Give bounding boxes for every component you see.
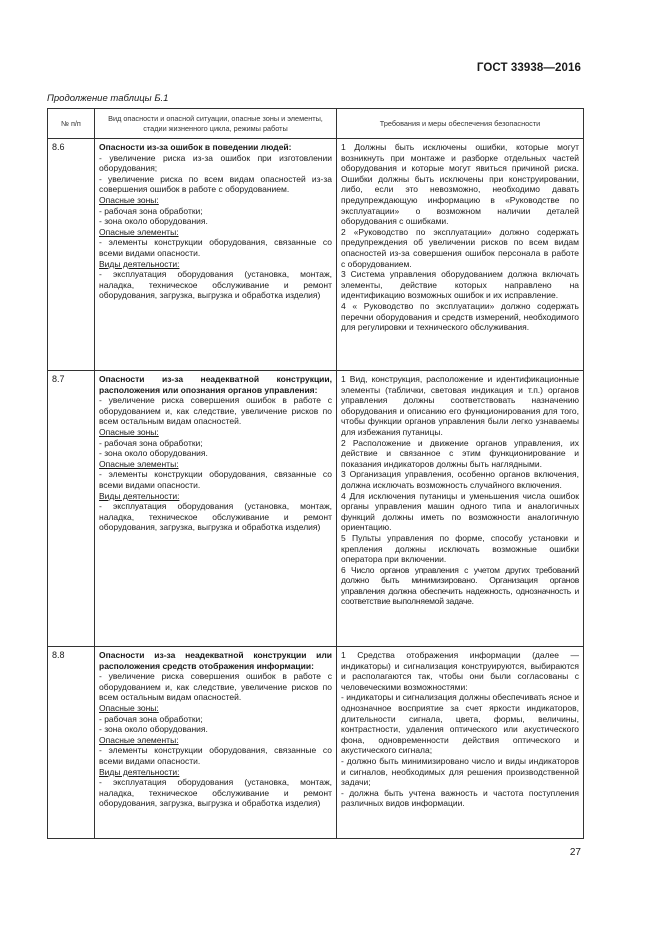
measure-item: 4 Для исключения путаницы и уменьшения числа ошибок органы управления машин одного типа и аналогичных функций должны иметь по возможности аналогичную ориентацию. [341, 490, 579, 533]
hazard-cell [95, 139, 337, 371]
element-item: - элементы конструкции оборудования, связанные со всеми видами опасности. [99, 237, 332, 258]
zones-label: Опасные зоны: [99, 702, 159, 713]
hazard-effect: - увеличение риска совершения ошибок в работе с оборудованием и, как следствие, увеличение рисков по всем остальным видам опасностей. [99, 395, 332, 427]
table-row [48, 371, 584, 647]
page-number: 27 [569, 847, 581, 858]
element-item: - элементы конструкции оборудования, связанные со всеми видами опасности. [99, 745, 332, 766]
zone-item: - рабочая зона обработки; [99, 205, 203, 216]
zone-item: - зона около оборудования. [99, 448, 208, 459]
hazard-effect: - увеличение риска совершения ошибок в работе с оборудованием и, как следствие, увеличение рисков по всем остальным видам опасностей. [99, 671, 332, 703]
hazard-title: Опасности из-за неадекватной конструкции или расположения средств отображения информации: [99, 650, 332, 671]
elements-label: Опасные элементы: [99, 458, 179, 469]
table-row [48, 139, 584, 371]
activity-item: - эксплуатация оборудования (установка, монтаж, наладка, техническое обслуживание и ремонт оборудования, загрузка, выгрузка и обработка изделия) [99, 501, 332, 533]
activity-item: - эксплуатация оборудования (установка, монтаж, наладка, техническое обслуживание и ремонт оборудования, загрузка, выгрузка и обработка изделия) [99, 777, 332, 809]
elements-label: Опасные элементы: [99, 226, 179, 237]
measure-item: 1 Средства отображения информации (далее — индикаторы) и сигнализация конструируются, выбираются и располагаются так, чтобы они были согласованы с человеческими возможностями: [341, 650, 579, 692]
measure-item: 5 Пульты управления по форме, способу установки и крепления должны исключать возможные ошибки оператора при включении. [341, 532, 579, 565]
header-measures: Требования и меры обеспечения безопасности [337, 109, 584, 139]
zone-item: - зона около оборудования. [99, 724, 208, 735]
table-row [48, 647, 584, 839]
zones-label: Опасные зоны: [99, 426, 159, 437]
hazard-cell [95, 647, 337, 839]
header-hazard: Вид опасности и опасной ситуации, опасные зоны и элементы, стадии жизненного цикла, режимы работы [95, 109, 337, 139]
measures-cell [337, 647, 584, 839]
hazard-title: Опасности из-за ошибок в поведении людей: [99, 142, 292, 152]
zone-item: - зона около оборудования. [99, 216, 208, 227]
measures-cell [337, 139, 584, 371]
hazard-effect: - увеличение риска по всем видам опасностей из-за совершения ошибок в работе с оборудованием. [99, 173, 332, 195]
elements-label: Опасные элементы: [99, 734, 179, 745]
measure-item: - индикаторы и сигнализация должны обеспечивать ясное и однозначное восприятие за счет яркости индикаторов, длительности сигнала, цвета, формы, величины, контрастности, удаления оптического или акустического фона, одновременности действия оптического и акустического сигнала; [341, 692, 579, 756]
activities-label: Виды деятельности: [99, 258, 180, 269]
header-number: № п/п [48, 109, 95, 139]
hazard-title: Опасности из-за неадекватной конструкции, расположения или опознания органов управления: [99, 374, 332, 395]
activities-label: Виды деятельности: [99, 490, 180, 501]
row-number: 8.8 [48, 647, 95, 839]
measure-item: 3 Система управления оборудованием должна включать элементы, действие которых направлено на идентификацию возможных ошибок и их исправление. [341, 269, 579, 301]
measure-item: 1 Вид, конструкция, расположение и идентификационные элементы (таблички, световая индикация и т.п.) органов управления должны соответствовать назначению оборудования и описанию его функционирования для того, чтобы функции органов управления были легко узнаваемы для избежания путаницы. [341, 374, 579, 437]
zone-item: - рабочая зона обработки; [99, 713, 203, 724]
document-standard-header: ГОСТ 33938—2016 [476, 62, 581, 74]
measure-item: 6 Число органов управления с учетом других требований должно быть минимизировано. Организация органов управления должна обеспечить надежность, однозначность и соответствие выполняемой задаче. [341, 564, 579, 607]
row-number: 8.6 [48, 139, 95, 371]
zone-item: - рабочая зона обработки; [99, 437, 203, 448]
activity-item: - эксплуатация оборудования (установка, монтаж, наладка, техническое обслуживание и ремонт оборудования, загрузка, выгрузка и обработка изделия) [99, 269, 332, 301]
measure-item: 4 « Руководство по эксплуатации» должно содержать перечни оборудования и средств измерений, необходимого для регулировки и технического обслуживания. [341, 300, 579, 333]
measure-item: 1 Должны быть исключены ошибки, которые могут возникнуть при монтаже и разборке отдельных частей оборудования и которые могут явиться причиной риска. Ошибки должны быть исключены при конструировании, либо, если это невозможно, необходимо давать предупреждающую информацию в «Руководстве по эксплуатации» о возможном наличии деталей оборудования с ошибками. [341, 142, 579, 227]
measure-item: 3 Организация управления, особенно органов включения, должна исключать возможность случайного включения. [341, 469, 579, 490]
hazard-effect: - увеличение риска из-за ошибок при изготовлении оборудования; [99, 152, 332, 174]
measure-item: 2 «Руководство по эксплуатации» должно содержать предупреждения об увеличении рисков по всем видам опасностей из-за совершения ошибок персонала в работе с оборудованием. [341, 226, 579, 269]
table-header-row [48, 109, 584, 139]
row-number: 8.7 [48, 371, 95, 647]
activities-label: Виды деятельности: [99, 766, 180, 777]
hazard-cell [95, 371, 337, 647]
measure-item: - должна быть учтена важность и частота поступления различных видов информации. [341, 787, 579, 809]
table-caption: Продолжение таблицы Б.1 [47, 93, 169, 104]
element-item: - элементы конструкции оборудования, связанные со всеми видами опасности. [99, 469, 332, 490]
measures-cell [337, 371, 584, 647]
zones-label: Опасные зоны: [99, 194, 159, 205]
safety-requirements-table [47, 108, 584, 839]
measure-item: - должно быть минимизировано число и виды индикаторов и сигналов, необходимых для решения производственной задачи; [341, 755, 579, 788]
measure-item: 2 Расположение и движение органов управления, их действие и связанное с этим функционирование и показания индикаторов должны быть наглядными. [341, 437, 579, 469]
